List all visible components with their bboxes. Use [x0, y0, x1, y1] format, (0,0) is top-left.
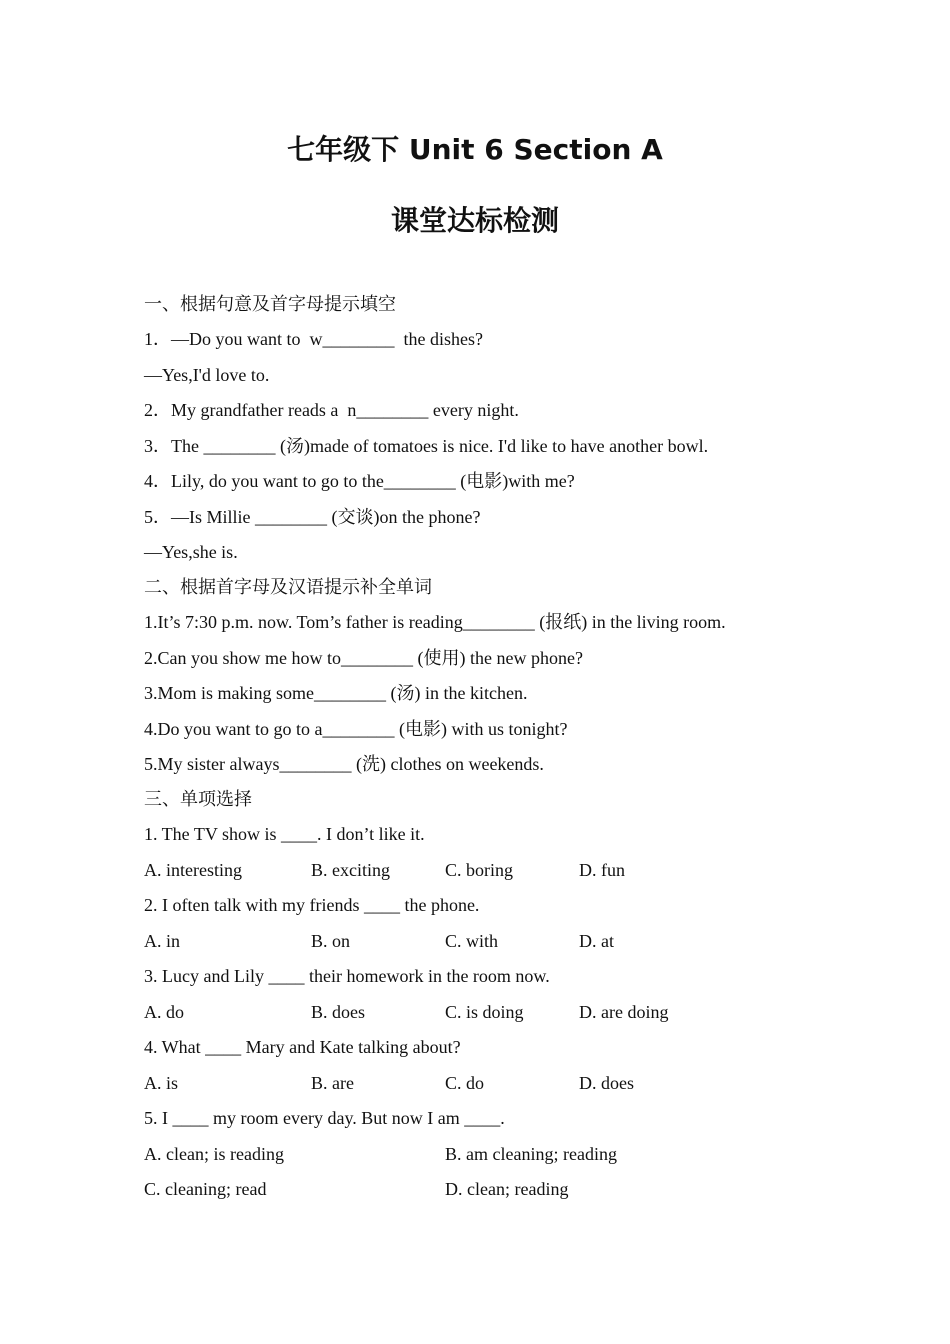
- section-2-line: 2.Can you show me how to________ (使用) the new phone?: [144, 648, 583, 668]
- section-1-heading: 一、根据句意及首字母提示填空: [144, 294, 396, 314]
- page-subtitle: 课堂达标检测: [390, 204, 559, 237]
- answer-option: B. am cleaning; reading: [445, 1144, 617, 1164]
- answer-option: A. interesting: [144, 860, 242, 880]
- answer-option: B. are: [311, 1073, 354, 1093]
- section-2-line: 3.Mom is making some________ (汤) in the kitchen.: [144, 683, 528, 703]
- answer-option: C. with: [445, 931, 499, 951]
- answer-option: D. clean; reading: [445, 1179, 569, 1199]
- answer-option: D. are doing: [579, 1002, 669, 1022]
- answer-option: C. is doing: [445, 1002, 524, 1022]
- question-text: 2. I often talk with my friends ____ the phone.: [144, 895, 480, 915]
- answer-option: D. at: [579, 931, 614, 951]
- answer-option: A. is: [144, 1073, 179, 1093]
- question-text: 3. Lucy and Lily ____ their homework in the room now.: [144, 966, 550, 986]
- answer-option: C. do: [445, 1073, 485, 1093]
- section-3-heading: 三、单项选择: [144, 789, 252, 809]
- section-2-line: 5.My sister always________ (洗) clothes on weekends.: [144, 754, 544, 774]
- section-2-heading: 二、根据首字母及汉语提示补全单词: [144, 577, 432, 597]
- section-1-line: —Yes,I'd love to.: [144, 365, 270, 385]
- section-1-line: —Yes,she is.: [144, 542, 238, 562]
- answer-option: B. does: [311, 1002, 365, 1022]
- answer-option: B. exciting: [311, 860, 390, 880]
- answer-option: C. cleaning; read: [144, 1179, 267, 1199]
- section-1-line: 3．The ________ (汤)made of tomatoes is nice. I'd like to have another bowl.: [144, 436, 709, 456]
- answer-option: A. do: [144, 1002, 184, 1022]
- answer-option: A. clean; is reading: [144, 1144, 284, 1164]
- section-1-line: 2．My grandfather reads a n________ every night.: [144, 400, 519, 420]
- answer-option: D. does: [579, 1073, 634, 1093]
- question-text: 5. I ____ my room every day. But now I am ____.: [144, 1108, 505, 1128]
- section-1-line: 5．—Is Millie ________ (交谈)on the phone?: [144, 507, 481, 527]
- question-text: 1. The TV show is ____. I don’t like it.: [144, 824, 425, 844]
- section-2-line: 4.Do you want to go to a________ (电影) with us tonight?: [144, 719, 568, 739]
- section-2-line: 1.It’s 7:30 p.m. now. Tom’s father is reading________ (报纸) in the living room.: [144, 612, 726, 632]
- section-1-line: 4．Lily, do you want to go to the________ (电影)with me?: [144, 471, 575, 491]
- page-title: 七年级下 Unit 6 Section A: [287, 133, 663, 166]
- answer-option: D. fun: [579, 860, 625, 880]
- answer-option: C. boring: [445, 860, 514, 880]
- answer-option: B. on: [311, 931, 351, 951]
- question-text: 4. What ____ Mary and Kate talking about?: [144, 1037, 461, 1057]
- section-1-line: 1．—Do you want to w________ the dishes?: [144, 329, 483, 349]
- answer-option: A. in: [144, 931, 180, 951]
